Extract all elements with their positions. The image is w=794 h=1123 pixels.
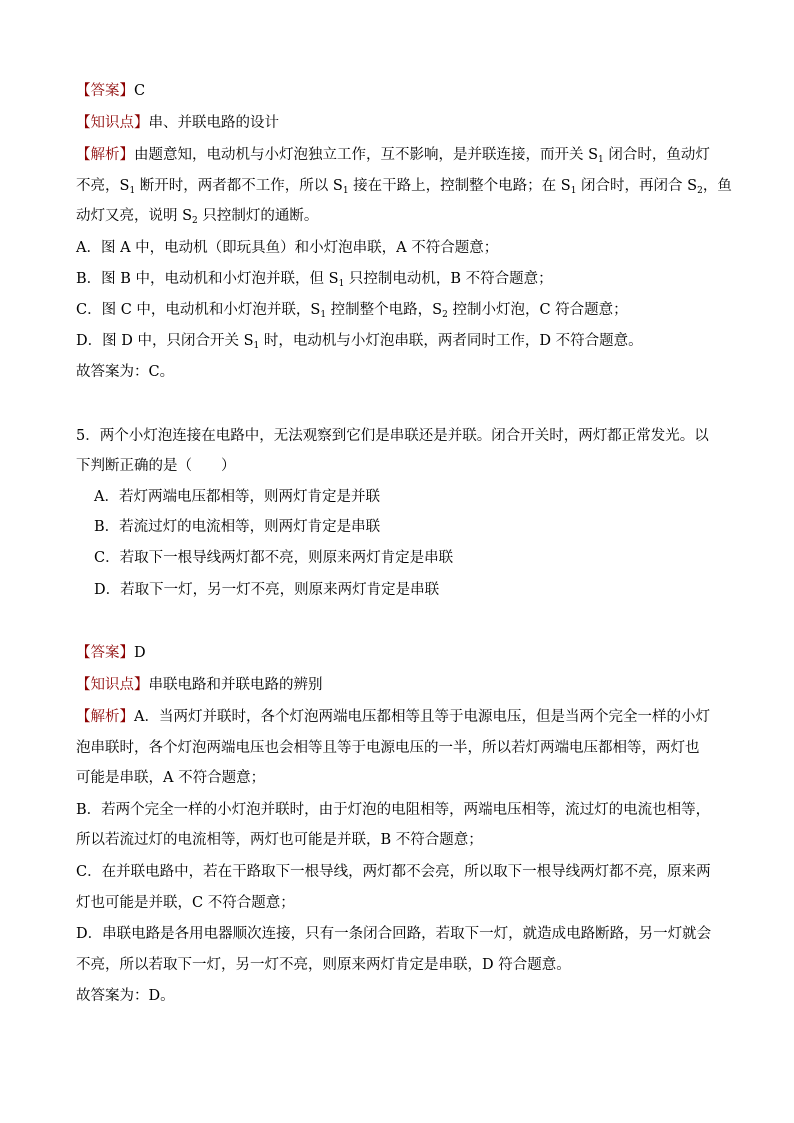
answer-value: D [134,645,146,661]
q5-analysis-line-6: C．在并联电路中，若在干路取下一根导线，两灯都不会亮，所以取下一根导线两灯都不亮，原来两 [76,864,711,880]
q5-answer-line [76,643,146,663]
q5-stem-line-2: 下判断正确的是（ ） [76,458,236,474]
q5-analysis-line-8: D．串联电路是各用电器顺次连接，只有一条闭合回路，若取下一灯，就造成电路断路，另一灯就会 [76,926,712,942]
q4-answer-line [76,81,145,101]
q5-conclusion: 故答案为：D。 [76,988,175,1004]
q5-option-d: D．若取下一灯，另一灯不亮，则原来两灯肯定是串联 [94,582,440,598]
answer-label: 【答案】 [76,83,134,99]
q4-analysis-b: B．图 B 中，电动机和小灯泡并联，但 $S_1$ 只控制电动机，B 不符合题意； [76,271,553,289]
q4-analysis-line-1: 【解析】由题意知，电动机与小灯泡独立工作，互不影响，是并联连接，而开关 $S_1$ 闭合时，鱼动灯 [76,147,710,165]
q4-analysis-c: C．图 C 中，电动机和小灯泡并联，$S_1$ 控制整个电路，$S_2$ 控制小灯泡，C 符合题意； [76,302,628,320]
q4-conclusion: 故答案为：C。 [76,364,175,380]
knowledge-value: 串联电路和并联电路的辨别 [148,677,323,693]
answer-value: C [134,83,146,99]
answer-label: 【答案】 [76,645,134,661]
q4-analysis-line-3: 动灯又亮，说明 $S_2$ 只控制灯的通断。 [76,208,319,226]
q5-option-b: B．若流过灯的电流相等，则两灯肯定是串联 [94,519,381,535]
knowledge-label: 【知识点】 [76,677,149,693]
q5-analysis-line-9: 不亮，所以若取下一灯，另一灯不亮，则原来两灯肯定是串联，D 符合题意。 [76,957,571,973]
q5-analysis-line-7: 灯也可能是并联，C 不符合题意； [76,895,295,911]
q5-option-c: C．若取下一根导线两灯都不亮，则原来两灯肯定是串联 [94,550,454,566]
q4-analysis-line-2: 不亮，$S_1$ 断开时，两者都不工作，所以 $S_1$ 接在干路上，控制整个电路；在 $S_1$ 闭合时，再闭合 $S_2$，鱼 [76,178,732,196]
q4-analysis-a: A．图 A 中，电动机（即玩具鱼）和小灯泡串联，A 不符合题意； [76,240,499,256]
q4-analysis-d: D．图 D 中，只闭合开关 $S_1$ 时，电动机与小灯泡串联，两者同时工作，D 不符合题意。 [76,333,643,351]
q5-option-a: A．若灯两端电压都相等，则两灯肯定是并联 [94,489,380,505]
knowledge-label: 【知识点】 [76,115,149,131]
q5-knowledge-line [76,675,323,695]
q4-knowledge-line [76,113,279,133]
q5-stem-line-1: 5．两个小灯泡连接在电路中，无法观察到它们是串联还是并联。闭合开关时，两灯都正常发光。以 [76,428,709,444]
q5-analysis-line-5: 所以若流过灯的电流相等，两灯也可能是并联，B 不符合题意； [76,832,483,848]
q5-analysis-line-1: 【解析】A．当两灯并联时，各个灯泡两端电压都相等且等于电源电压，但是当两个完全一样的小灯 [76,709,710,725]
q5-analysis-line-2: 泡串联时，各个灯泡两端电压也会相等且等于电源电压的一半，所以若灯两端电压都相等，两灯也 [76,740,700,756]
analysis-label: 【解析】 [76,709,134,725]
analysis-label: 【解析】 [76,147,134,163]
knowledge-value: 串、并联电路的设计 [148,115,279,131]
q5-analysis-line-4: B．若两个完全一样的小灯泡并联时，由于灯泡的电阻相等，两端电压相等，流过灯的电流也相等， [76,802,711,818]
q5-analysis-line-3: 可能是串联，A 不符合题意； [76,770,266,786]
